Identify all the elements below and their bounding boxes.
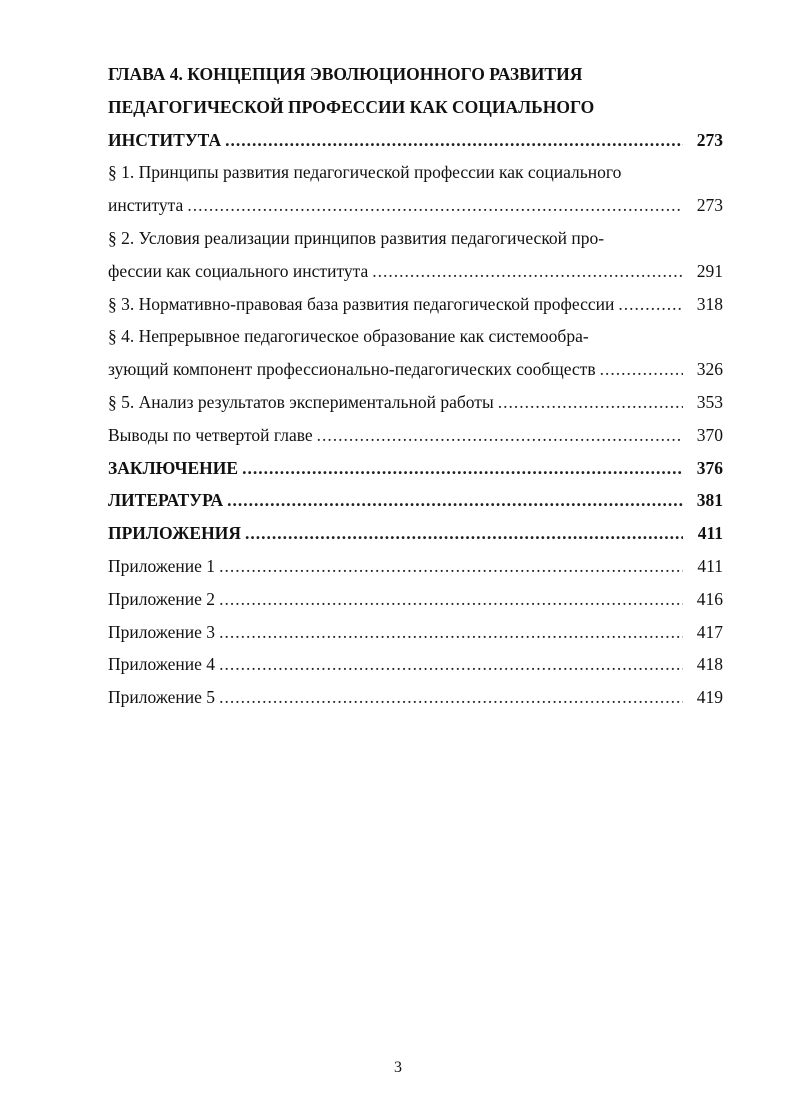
toc-entry-section-2-line-1: § 2. Условия реализации принципов развития педагогической про- xyxy=(108,227,605,248)
dot-leader xyxy=(227,484,683,517)
page-number: 3 xyxy=(394,1059,402,1076)
page-ref: 273 xyxy=(696,195,723,216)
page-ref: 411 xyxy=(697,523,723,544)
page-ref: 273 xyxy=(696,129,723,150)
toc-entry-chapter-4: ИНСТИТУТА ..... 273 xyxy=(108,124,723,157)
page-ref: 353 xyxy=(696,391,723,412)
toc-entry-appendix-5: Приложение 5 ..... 419 xyxy=(108,681,723,714)
toc-entry-appendix-4: Приложение 4 ..... 418 xyxy=(108,648,723,681)
dot-leader xyxy=(225,124,683,157)
page-ref: 411 xyxy=(697,555,723,576)
toc-entry-section-4-line-1: § 4. Непрерывное педагогическое образование как системообра- xyxy=(108,326,589,347)
toc-entry-conclusion: ЗАКЛЮЧЕНИЕ ..... 376 xyxy=(108,452,723,485)
dot-leader xyxy=(219,616,683,649)
page-ref: 326 xyxy=(696,359,723,380)
toc-entry-section-1-line-1: § 1. Принципы развития педагогической профессии как социального xyxy=(108,162,622,183)
dot-leader xyxy=(498,386,683,419)
chapter-title-line-1: ГЛАВА 4. КОНЦЕПЦИЯ ЭВОЛЮЦИОННОГО РАЗВИТИЯ xyxy=(108,64,583,84)
dot-leader xyxy=(600,353,683,386)
page-ref: 376 xyxy=(696,457,723,478)
dot-leader xyxy=(219,681,683,714)
dot-leader xyxy=(187,189,683,222)
table-of-contents xyxy=(108,58,723,714)
dot-leader xyxy=(618,288,683,321)
toc-entry-section-1: института ..... 273 xyxy=(108,189,723,222)
toc-entry-appendix-3: Приложение 3 ..... 417 xyxy=(108,616,723,649)
toc-entry-section-3: § 3. Нормативно-правовая база развития педагогической профессии ..... 318 xyxy=(108,288,723,321)
dot-leader xyxy=(245,517,683,550)
toc-entry-section-2: фессии как социального института ..... 291 xyxy=(108,255,723,288)
page-ref: 419 xyxy=(696,687,723,708)
toc-entry-appendix-2: Приложение 2 ..... 416 xyxy=(108,583,723,616)
page-ref: 291 xyxy=(696,260,723,281)
dot-leader xyxy=(219,550,683,583)
page-ref: 318 xyxy=(696,293,723,314)
dot-leader xyxy=(219,648,683,681)
chapter-title-line-2: ПЕДАГОГИЧЕСКОЙ ПРОФЕССИИ КАК СОЦИАЛЬНОГО xyxy=(108,96,595,117)
toc-entry-conclusions: Выводы по четвертой главе ..... 370 xyxy=(108,419,723,452)
toc-entry-appendix-1: Приложение 1 ..... 411 xyxy=(108,550,723,583)
page-ref: 370 xyxy=(696,424,723,445)
toc-entry-section-4: зующий компонент профессионально-педагогических сообществ ..... 326 xyxy=(108,353,723,386)
dot-leader xyxy=(219,583,683,616)
dot-leader xyxy=(372,255,683,288)
dot-leader xyxy=(317,419,683,452)
page-ref: 418 xyxy=(696,654,723,675)
toc-entry-literature: ЛИТЕРАТУРА ..... 381 xyxy=(108,484,723,517)
page-ref: 417 xyxy=(696,621,723,642)
toc-entry-appendices: ПРИЛОЖЕНИЯ ..... 411 xyxy=(108,517,723,550)
toc-entry-section-5: § 5. Анализ результатов экспериментальной работы ..... 353 xyxy=(108,386,723,419)
dot-leader xyxy=(242,452,683,485)
page-ref: 416 xyxy=(696,588,723,609)
page-ref: 381 xyxy=(696,490,723,511)
